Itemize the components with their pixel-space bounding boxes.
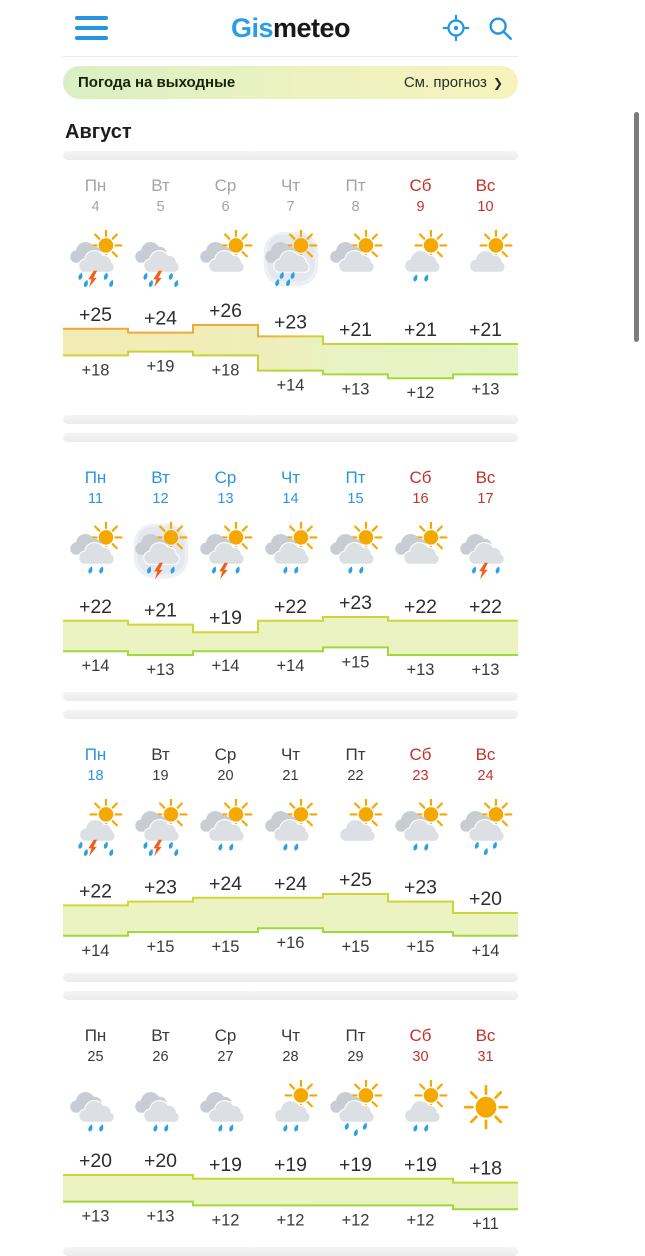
week-divider [63,683,518,729]
logo-text-gis: Gis [230,12,273,43]
sun-cloud-rain-storm-icon[interactable] [132,522,190,580]
svg-text:+23: +23 [143,876,178,899]
svg-text:+12: +12 [276,1211,305,1230]
day-header-Чт-14[interactable]: Чт 14 [280,468,301,507]
svg-text:+26: +26 [208,300,243,322]
day-header-Пт-29[interactable]: Пт 29 [345,1026,366,1065]
svg-text:+18: +18 [468,1157,503,1180]
svg-text:+21: +21 [403,319,438,341]
day-header-Чт-7[interactable]: Чт 7 [280,176,301,215]
svg-text:+15: +15 [341,938,370,956]
app-header [63,0,518,57]
cloud-rain-icon[interactable] [197,1080,255,1138]
svg-text:+13: +13 [406,661,435,679]
logo-text-meteo: meteo [273,12,351,43]
svg-text:+22: +22 [78,880,113,903]
sun-cloud-rain-icon[interactable] [262,1080,320,1138]
svg-text:+14: +14 [211,657,240,676]
hamburger-icon [75,16,108,41]
banner-title: Погода на выходные [78,74,236,91]
svg-text:+14: +14 [81,941,110,960]
svg-text:+15: +15 [211,938,240,956]
sun-cloud-icon[interactable] [457,230,515,288]
svg-text:+21: +21 [143,599,178,622]
banner-link-label: См. прогноз [403,74,487,91]
svg-text:+19: +19 [403,1153,438,1176]
day-header-Вт-19[interactable]: Вт 19 [151,745,170,784]
month-divider [63,151,518,160]
day-header-Пн-4[interactable]: Пн 4 [84,176,107,215]
day-header-Вс-17[interactable]: Вс 17 [475,468,496,507]
sun-cloud-rain-icon[interactable] [197,799,255,857]
week-row-3 [63,729,518,964]
search-icon [486,14,514,42]
weekend-banner[interactable] [63,66,518,99]
page [63,0,518,1256]
svg-text:+19: +19 [273,1153,308,1176]
svg-text:+21: +21 [338,319,373,341]
temperature-band-chart [63,1149,518,1237]
menu-icon[interactable] [75,16,108,41]
svg-text:+14: +14 [81,657,110,676]
month-title: Август [65,121,132,143]
svg-text:+20: +20 [78,1150,113,1172]
svg-text:+24: +24 [208,872,243,895]
icon-row [63,1069,518,1149]
day-header-Ср-20[interactable]: Ср 20 [214,745,237,784]
day-header-Пн-18[interactable]: Пн 18 [84,745,107,784]
svg-text:+14: +14 [276,657,305,676]
svg-text:+22: +22 [403,595,438,618]
sun-cloud-rain-storm-icon[interactable] [132,799,190,857]
week-row-1 [63,160,518,406]
day-header-Ср-6[interactable]: Ср 6 [214,176,237,215]
svg-text:+19: +19 [208,1153,243,1176]
svg-text:+21: +21 [468,319,503,341]
svg-text:+19: +19 [146,357,175,376]
day-header-Вт-5[interactable]: Вт 5 [151,176,170,215]
sun-cloud-rain-icon[interactable] [327,522,385,580]
sun-cloud-icon[interactable] [327,230,385,288]
svg-text:+24: +24 [143,307,178,330]
svg-text:+12: +12 [406,384,435,403]
cloud-rain-icon[interactable] [67,1080,125,1138]
svg-text:+25: +25 [78,303,113,326]
sun-cloud-rain-icon[interactable] [392,1080,450,1138]
svg-text:+12: +12 [211,1211,240,1230]
sun-cloud-rain-icon[interactable] [457,799,515,857]
svg-text:+16: +16 [276,934,305,953]
gismeteo-logo[interactable] [231,13,350,44]
sun-cloud-rain-storm-icon[interactable] [67,230,125,288]
svg-text:+18: +18 [81,361,110,380]
sun-cloud-rain-icon[interactable] [67,522,125,580]
sun-cloud-rain-icon[interactable] [392,230,450,288]
svg-text:+14: +14 [276,376,305,395]
chevron-right-icon: ❯ [492,75,503,90]
svg-text:+13: +13 [471,380,500,399]
svg-text:+23: +23 [273,311,308,334]
day-header-Вт-12[interactable]: Вт 12 [151,468,170,507]
day-headers [63,1010,518,1065]
svg-text:+15: +15 [341,653,370,672]
day-header-Сб-23[interactable]: Сб 23 [409,745,432,784]
svg-text:+25: +25 [338,869,373,891]
cloud-rain-storm-icon[interactable] [132,230,190,288]
sun-cloud-rain-storm-icon[interactable] [197,522,255,580]
svg-text:+19: +19 [208,607,243,630]
day-headers [63,160,518,215]
day-headers [63,452,518,507]
svg-text:+20: +20 [468,888,503,910]
svg-text:+12: +12 [341,1211,370,1230]
day-header-Вс-10[interactable]: Вс 10 [475,176,496,215]
svg-text:+23: +23 [403,876,438,899]
day-header-Ср-27[interactable]: Ср 27 [214,1026,237,1065]
day-header-Пт-15[interactable]: Пт 15 [345,468,366,507]
cloud-rain-storm-icon[interactable] [457,522,515,580]
day-header-Пт-8[interactable]: Пт 8 [345,176,366,215]
sun-cloud-rain-icon[interactable] [262,230,320,288]
week-row-4 [63,1010,518,1237]
svg-text:+24: +24 [273,872,308,895]
header-actions [442,14,514,42]
svg-text:+13: +13 [146,661,175,679]
day-header-Вс-31[interactable]: Вс 31 [475,1026,496,1065]
geolocation-button[interactable] [442,14,470,42]
svg-text:+22: +22 [468,595,503,618]
day-header-Вс-24[interactable]: Вс 24 [475,745,496,784]
end-divider [63,1237,518,1256]
day-header-Чт-21[interactable]: Чт 21 [280,745,301,784]
sun-cloud-rain-icon[interactable] [392,799,450,857]
temperature-band-chart [63,299,518,406]
svg-text:+13: +13 [341,380,370,399]
svg-text:+15: +15 [406,938,435,956]
svg-text:+20: +20 [143,1150,178,1172]
banner-forecast-link[interactable] [404,74,503,91]
svg-text:+15: +15 [146,938,175,956]
week-row-2 [63,452,518,683]
icon-row [63,788,518,868]
svg-text:+13: +13 [146,1207,175,1226]
day-header-Сб-9[interactable]: Сб 9 [409,176,432,215]
svg-text:+23: +23 [338,592,373,614]
svg-text:+13: +13 [81,1207,110,1226]
svg-text:+12: +12 [406,1211,435,1230]
day-header-Пн-25[interactable]: Пн 25 [84,1026,107,1065]
week-divider [63,964,518,1010]
cloud-rain-icon[interactable] [132,1080,190,1138]
week-divider [63,406,518,452]
sun-cloud-icon[interactable] [392,522,450,580]
scrollbar-thumb[interactable] [634,112,639,342]
sun-cloud-rain-icon[interactable] [262,799,320,857]
sun-icon[interactable] [457,1080,515,1138]
sun-cloud-icon[interactable] [327,799,385,857]
svg-text:+22: +22 [78,595,113,618]
day-header-Сб-30[interactable]: Сб 30 [409,1026,432,1065]
sun-cloud-icon[interactable] [197,230,255,288]
sun-cloud-rain-storm-icon[interactable] [67,799,125,857]
svg-text:+18: +18 [211,361,240,380]
day-header-Пт-22[interactable]: Пт 22 [345,745,366,784]
weeks-container [63,160,518,1256]
svg-text:+22: +22 [273,595,308,618]
day-header-Ср-13[interactable]: Ср 13 [214,468,237,507]
svg-text:+14: +14 [471,941,500,960]
temperature-band-chart [63,591,518,683]
sun-cloud-rain-icon[interactable] [327,1080,385,1138]
day-header-Вт-26[interactable]: Вт 26 [151,1026,170,1065]
search-button[interactable] [486,14,514,42]
day-header-Чт-28[interactable]: Чт 28 [280,1026,301,1065]
svg-text:+19: +19 [338,1153,373,1176]
geolocation-icon [442,14,470,42]
icon-row [63,219,518,299]
temperature-band-chart [63,868,518,964]
icon-row [63,511,518,591]
day-headers [63,729,518,784]
day-header-Сб-16[interactable]: Сб 16 [409,468,432,507]
day-header-Пн-11[interactable]: Пн 11 [84,468,107,507]
sun-cloud-rain-icon[interactable] [262,522,320,580]
svg-text:+13: +13 [471,661,500,679]
svg-text:+11: +11 [472,1215,499,1234]
